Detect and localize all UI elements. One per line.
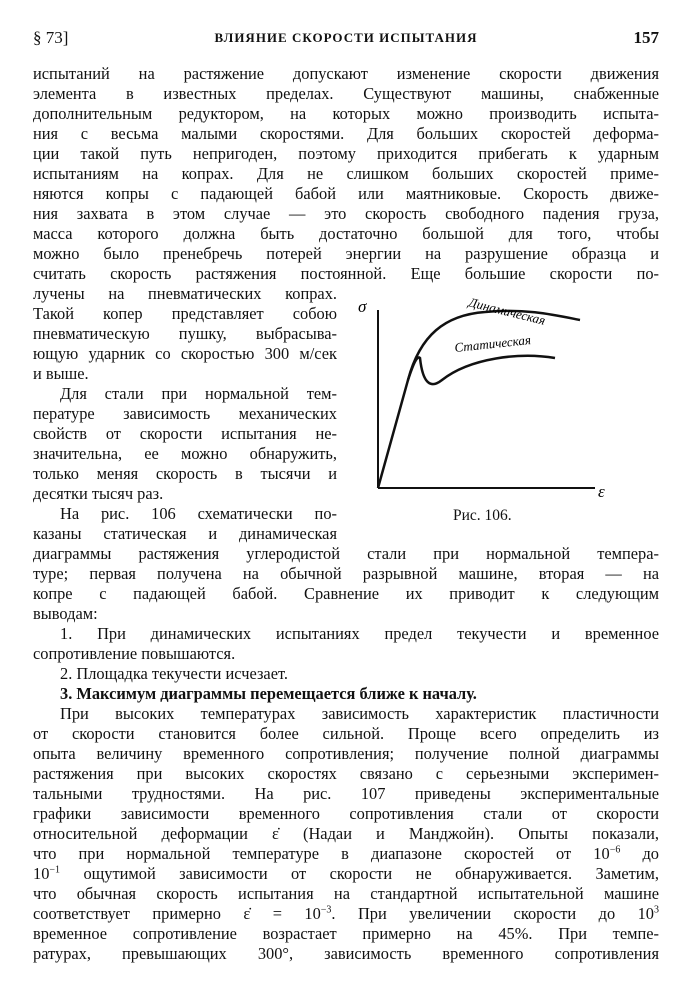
text-line: копре с падающей бабой. Сравнение их приводит к следующим	[33, 584, 659, 603]
static-curve-label: Статическая	[453, 332, 532, 355]
running-header	[33, 28, 659, 54]
text-line: ния с весьма малыми скоростями. Для больших скоростей деформа-	[33, 124, 659, 143]
text-line: казаны статическая и динамическая	[33, 524, 337, 543]
text-line: относительной деформации ε̇ (Надаи и Манджойн). Опыты показали,	[33, 824, 659, 843]
text-line: дополнительным редуктором, на которых можно производить испыта-	[33, 104, 659, 123]
text-line: На рис. 106 схематически по-	[60, 504, 337, 523]
text-line: сопротивление повышаются.	[33, 644, 236, 663]
text-line: туре; первая получена на обычной разрывной машине, вторая — на	[33, 564, 659, 583]
text-line: растяжения при высоких скоростях связано с серьезными эксперимен-	[33, 764, 659, 783]
text-line: можно было пренебречь потерей энергии на разрушение образца и	[33, 244, 659, 263]
x-axis-label: ε	[598, 482, 605, 501]
text-line: ния захвата в этом случае — это скорость свободного падения груза,	[33, 204, 659, 223]
running-title: ВЛИЯНИЕ СКОРОСТИ ИСПЫТАНИЯ	[214, 30, 478, 45]
text-line: десятки тысяч раз.	[33, 484, 164, 503]
text-line: ющую ударник со скоростью 300 м/сек	[33, 344, 337, 363]
text-line: что при нормальной температуре в диапазоне скоростей от $10^{-6}$ до	[33, 844, 659, 863]
text-line: 2. Площадка текучести исчезает.	[60, 664, 289, 683]
text-line: пературе зависимость механических	[33, 404, 337, 423]
text-line: тальными трудностями. На рис. 107 приведены экспериментальные	[33, 784, 659, 803]
text-line: выводам:	[33, 604, 98, 623]
text-line: временное сопротивление возрастает примерно на 45%. При темпе-	[33, 924, 659, 943]
section-number: § 73]	[33, 28, 69, 47]
text-line: Такой копер представляет собою	[33, 304, 337, 323]
text-line: ции такой путь непригоден, поэтому приходится прибегать к ударным	[33, 144, 659, 163]
text-line: пневматическую пушку, выбрасыва-	[33, 324, 337, 343]
text-line: и выше.	[33, 364, 89, 383]
text-line: масса которого должна быть достаточно большой для того, чтобы	[33, 224, 659, 243]
page-number: 157	[633, 28, 659, 47]
text-line: что обычная скорость испытания на стандартной испытательной машине	[33, 884, 659, 903]
text-line: испытаний на растяжение допускают изменение скорости движения	[33, 64, 659, 83]
text-line: Для стали при нормальной тем-	[60, 384, 337, 403]
text-line: только меняя скорость в тысячи и	[33, 464, 337, 483]
text-line: При высоких температурах зависимость характеристик пластичности	[60, 704, 659, 723]
figure-caption: Рис. 106.	[453, 507, 512, 524]
text-line: элемента в известных пределах. Существуют машины, снабженные	[33, 84, 659, 103]
text-line: соответствует примерно ε̇ = $10^{-3}$. При увеличении скорости до $10^3$	[33, 904, 659, 923]
text-line: считать скорость растяжения постоянной. Еще большие скорости по-	[33, 264, 659, 283]
text-line: ратурах, превышающих 300°, зависимость временного сопротивления	[33, 944, 659, 963]
text-line: опыта величину временного сопротивления; получение полной диаграммы	[33, 744, 659, 763]
text-line: $10^{-1}$ ощутимой зависимости от скорости не обнаруживается. Заметим,	[33, 864, 659, 883]
text-line: от скорости становится более сильной. Проще всего определить из	[33, 724, 659, 743]
text-line: лучены на пневматических копрах.	[33, 284, 337, 303]
y-axis-label: σ	[358, 297, 367, 316]
text-line: свойств от скорости испытания не-	[33, 424, 337, 443]
text-line: графики зависимости временного сопротивления стали от скорости	[33, 804, 659, 823]
text-line: значительна, ее можно обнаружить,	[33, 444, 337, 463]
static-curve	[408, 356, 555, 384]
text-line: 3. Максимум диаграммы перемещается ближе к началу.	[60, 684, 477, 703]
text-line: диаграммы растяжения углеродистой стали при нормальной темпера-	[33, 544, 659, 563]
text-line: 1. При динамических испытаниях предел текучести и временное	[60, 624, 659, 643]
text-line: испытаниям на копрах. Для не слишком больших скоростей приме-	[33, 164, 659, 183]
figure-106-diagram	[350, 290, 670, 530]
text-line: няются копры с падающей бабой или маятниковые. Скорость движе-	[33, 184, 659, 203]
dynamic-curve-label: Динамическая	[467, 294, 547, 328]
